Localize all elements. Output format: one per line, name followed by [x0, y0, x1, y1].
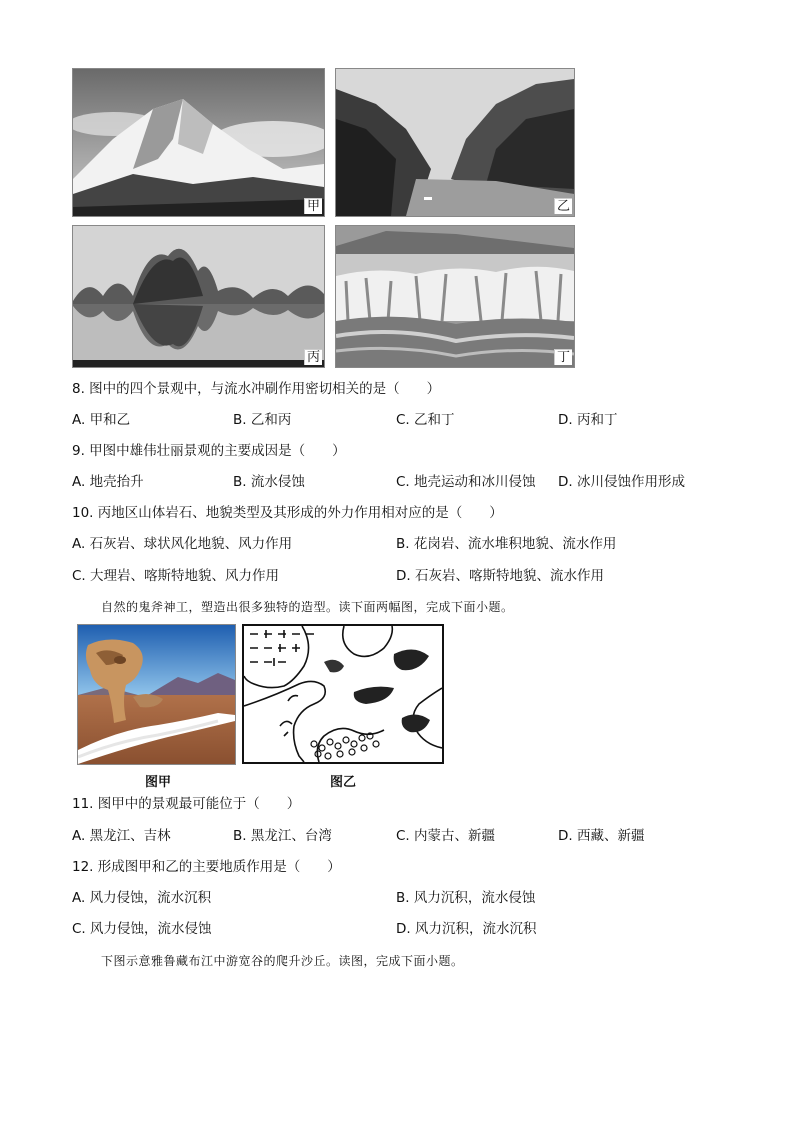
question-11-option-c[interactable]: C. 内蒙古、新疆 [396, 828, 496, 844]
section-intro: 自然的鬼斧神工，塑造出很多独特的造型。读下面两幅图，完成下面小题。 [101, 600, 514, 614]
figure-jia-mushroom-rock [77, 624, 236, 765]
question-8-stem: 8. 图中的四个景观中，与流水冲刷作用密切相关的是（ ） [72, 381, 441, 397]
question-9-stem: 9. 甲图中雄伟壮丽景观的主要成因是（ ） [72, 443, 346, 459]
photo-yi-gorge [335, 68, 575, 217]
question-11-stem: 11. 图甲中的景观最可能位于（ ） [72, 796, 301, 812]
photo-label: 甲 [304, 198, 322, 214]
question-12-option-c[interactable]: C. 风力侵蚀，流水侵蚀 [72, 921, 212, 937]
figure-yi-river-sketch [242, 624, 444, 764]
section-intro: 下图示意雅鲁藏布江中游宽谷的爬升沙丘。读图，完成下面小题。 [101, 954, 464, 968]
question-9-option-b[interactable]: B. 流水侵蚀 [233, 474, 305, 490]
question-11-option-d[interactable]: D. 西藏、新疆 [558, 828, 645, 844]
question-8-option-c[interactable]: C. 乙和丁 [396, 412, 455, 428]
question-9-option-a[interactable]: A. 地壳抬升 [72, 474, 144, 490]
figure-caption-yi: 图乙 [330, 775, 357, 790]
question-12-option-d[interactable]: D. 风力沉积，流水沉积 [396, 921, 537, 937]
photo-label: 丁 [554, 349, 572, 365]
question-11-option-a[interactable]: A. 黑龙江、吉林 [72, 828, 171, 844]
question-10-option-a[interactable]: A. 石灰岩、球状风化地貌、风力作用 [72, 536, 293, 552]
question-9-option-c[interactable]: C. 地壳运动和冰川侵蚀 [396, 474, 536, 490]
question-11-option-b[interactable]: B. 黑龙江、台湾 [233, 828, 332, 844]
question-8-option-a[interactable]: A. 甲和乙 [72, 412, 131, 428]
photo-jia-snow-mountain [72, 68, 325, 217]
photo-label: 乙 [554, 198, 572, 214]
question-10-option-c[interactable]: C. 大理岩、喀斯特地貌、风力作用 [72, 568, 280, 584]
question-10-option-b[interactable]: B. 花岗岩、流水堆积地貌、流水作用 [396, 536, 617, 552]
question-12-option-b[interactable]: B. 风力沉积，流水侵蚀 [396, 890, 536, 906]
question-8-option-b[interactable]: B. 乙和丙 [233, 412, 292, 428]
question-9-option-d[interactable]: D. 冰川侵蚀作用形成 [558, 474, 685, 490]
question-12-option-a[interactable]: A. 风力侵蚀，流水沉积 [72, 890, 212, 906]
figure-caption-jia: 图甲 [145, 775, 172, 790]
photo-label: 丙 [304, 349, 322, 365]
question-8-option-d[interactable]: D. 丙和丁 [558, 412, 618, 428]
question-10-option-d[interactable]: D. 石灰岩、喀斯特地貌、流水作用 [396, 568, 604, 584]
photo-bing-karst-hills [72, 225, 325, 368]
question-12-stem: 12. 形成图甲和乙的主要地质作用是（ ） [72, 859, 341, 875]
photo-ding-waterfall [335, 225, 575, 368]
question-10-stem: 10. 丙地区山体岩石、地貌类型及其形成的外力作用相对应的是（ ） [72, 505, 503, 521]
